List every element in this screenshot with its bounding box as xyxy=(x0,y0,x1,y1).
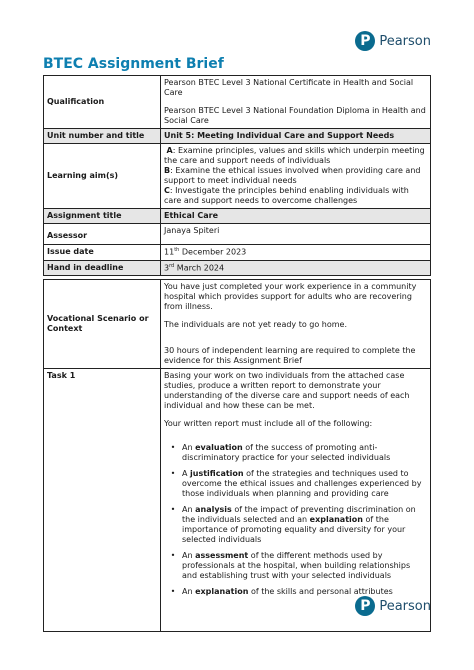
learning-aims-value xyxy=(161,144,431,209)
bullet-icon: • xyxy=(170,587,176,596)
qualification-value xyxy=(161,76,431,129)
scenario-value xyxy=(161,280,431,369)
qualification-line: Pearson BTEC Level 3 National Foundation Diploma in Health and Social Care xyxy=(164,106,426,125)
aim-text: : Examine principles, values and skills which underpin meeting the care and support needs of individuals xyxy=(164,146,425,165)
aim-c xyxy=(164,186,427,206)
task-bullet: • An explanation of the skills and personal attributes xyxy=(164,587,427,597)
hand-in-label: Hand in deadline xyxy=(44,260,161,276)
assignment-info-table xyxy=(43,75,431,276)
task-bullet: • An assessment of the different methods used by professionals at the hospital, when building relationships and establishing trust with your selected individuals xyxy=(164,551,427,581)
assignment-title-label: Assignment title xyxy=(44,209,161,224)
hand-in-row xyxy=(44,260,431,276)
task-lead: Your written report must include all of the following: xyxy=(164,419,373,428)
aim-text: : Examine the ethical issues involved when providing care and support to meet individual needs xyxy=(164,166,421,185)
task-bullet: • An evaluation of the success of promoting anti-discriminatory practice for your selected individuals xyxy=(164,443,427,463)
scenario-para: You have just completed your work experience in a community hospital which provides support for adults who are recovering from illness. xyxy=(164,282,417,311)
scenario-para: The individuals are not yet ready to go home. xyxy=(164,320,348,329)
issue-date-value: 11th December 2023 xyxy=(161,245,431,261)
task-value xyxy=(161,369,431,632)
task-row xyxy=(44,369,431,632)
qualification-row xyxy=(44,76,431,129)
pearson-logo-footer xyxy=(355,596,431,616)
unit-row xyxy=(44,129,431,144)
unit-label: Unit number and title xyxy=(44,129,161,144)
aim-b xyxy=(164,166,427,186)
assignment-title-row xyxy=(44,209,431,224)
aim-text: : Investigate the principles behind enabling individuals with care and support needs to overcome challenges xyxy=(164,186,409,205)
bullet-icon: • xyxy=(170,505,176,514)
scenario-task-table xyxy=(43,279,431,632)
aim-a xyxy=(164,146,427,166)
issue-date-label: Issue date xyxy=(44,245,161,261)
aim-letter: C xyxy=(164,186,170,195)
bullet-icon: • xyxy=(170,443,176,452)
scenario-label: Vocational Scenario or Context xyxy=(44,280,161,369)
task-label: Task 1 xyxy=(44,369,161,632)
hand-in-value: 3rd March 2024 xyxy=(161,260,431,276)
pearson-logo-icon: P xyxy=(355,31,375,51)
pearson-logo xyxy=(355,31,431,51)
unit-value: Unit 5: Meeting Individual Care and Support Needs xyxy=(161,129,431,144)
pearson-wordmark: Pearson xyxy=(379,598,431,614)
learning-aims-row xyxy=(44,144,431,209)
scenario-para: 30 hours of independent learning are required to complete the evidence for this Assignment Brief xyxy=(164,346,416,365)
scenario-row xyxy=(44,280,431,369)
page-title: BTEC Assignment Brief xyxy=(43,56,224,72)
assignment-title-value: Ethical Care xyxy=(161,209,431,224)
task-intro: Basing your work on two individuals from the attached case studies, produce a written report to demonstrate your understanding of the diverse care and support needs of each individual and how these can be met. xyxy=(164,371,410,410)
task-bullet: • An analysis of the impact of preventing discrimination on the individuals selected and an explanation of the importance of promoting equality and diversity for your selected individuals xyxy=(164,505,427,545)
qualification-label: Qualification xyxy=(44,76,161,129)
qualification-line: Pearson BTEC Level 3 National Certificate in Health and Social Care xyxy=(164,78,414,97)
pearson-wordmark: Pearson xyxy=(379,33,431,49)
learning-aims-label: Learning aim(s) xyxy=(44,144,161,209)
bullet-icon: • xyxy=(170,469,176,478)
aim-letter: B xyxy=(164,166,171,175)
assessor-value: Janaya Spiteri xyxy=(161,224,431,245)
assessor-label: Assessor xyxy=(44,224,161,245)
bullet-icon: • xyxy=(170,551,176,560)
issue-date-row xyxy=(44,245,431,261)
aim-letter: A xyxy=(166,146,173,155)
pearson-logo-icon: P xyxy=(355,596,375,616)
task-bullet: • A justification of the strategies and techniques used to overcome the ethical issues and challenges experienced by those individuals when planning and providing care xyxy=(164,469,427,499)
assessor-row xyxy=(44,224,431,245)
